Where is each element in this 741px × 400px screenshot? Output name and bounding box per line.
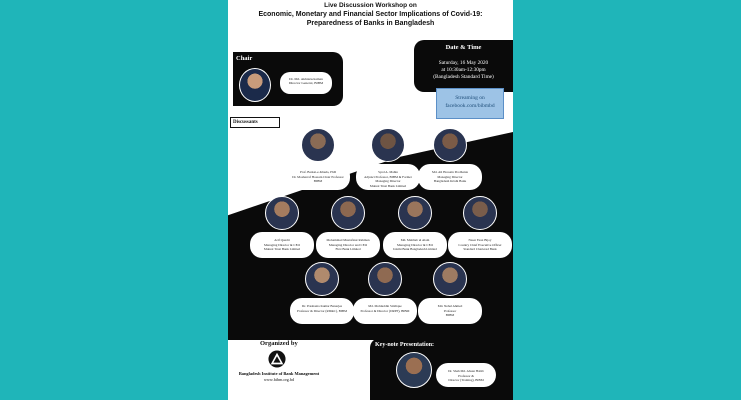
- discussant-name: Md. Mohiuddin Siddique: [368, 304, 402, 308]
- discussant-name: Syed A. Mahin: [378, 170, 398, 174]
- discussant-org: First Bank Limited: [335, 247, 361, 251]
- discussant-card: [316, 232, 380, 258]
- event-time: at 10:30am-12:30pm: [441, 67, 486, 73]
- discussant-role: Country Chief Executive Officer: [458, 242, 502, 247]
- bibm-logo-icon: [268, 350, 286, 368]
- discussant-photo: [371, 128, 405, 162]
- keynote-label: Key-note Presentation:: [375, 342, 435, 348]
- discussant-photo: [368, 262, 402, 296]
- chair-card: [280, 72, 332, 94]
- discussant-role: Managing Director and CEO: [328, 242, 368, 247]
- discussant-role: Professor & Director (DRPP), BIBM: [360, 308, 410, 313]
- discussant-org: Standard Chartered Bank: [463, 247, 497, 251]
- discussant-role: Managing Director: [437, 174, 463, 179]
- discussant-role: Professor: [443, 308, 457, 313]
- discussant-card: [290, 298, 354, 324]
- discussant-role: Adjunct Professor, BIBM & Former Managing Director: [364, 174, 412, 183]
- discussant-card: [356, 164, 420, 190]
- discussant-name: Md. Nehal Ahmed: [437, 304, 463, 308]
- chair-label: Chair: [236, 55, 253, 62]
- discussant-card: [383, 232, 447, 258]
- discussant-card: [353, 298, 417, 324]
- discussant-name: Dr. Prashanta Kumar Banerjee: [301, 304, 343, 308]
- organizer-label: Organized by: [260, 340, 298, 347]
- keynote-role2: Director (Training), BIBM: [448, 378, 484, 382]
- discussant-name: Md. Ali Hossain Prodhania: [432, 170, 468, 174]
- discussant-card: [448, 232, 512, 258]
- discussant-photo: [331, 196, 365, 230]
- discussant-name: Naser Ezaz Bijoy: [468, 238, 492, 242]
- discussant-name: Mohammad Mustafizur Rahman: [326, 238, 370, 242]
- discussant-card: [250, 232, 314, 258]
- discussant-name: Md. Mahbub ul Alam: [400, 238, 430, 242]
- discussant-photo: [433, 128, 467, 162]
- streaming-label: Streaming on: [455, 95, 485, 101]
- chair-role: Director General, BIBM: [288, 81, 324, 85]
- discussant-name: Arif Quadri: [274, 238, 290, 242]
- chair-photo: [239, 68, 271, 102]
- poster-kicker: Live Discussion Workshop on: [324, 2, 417, 9]
- discussant-photo: [463, 196, 497, 230]
- discussant-org: Bangladesh Krishi Bank: [433, 179, 467, 183]
- discussant-role: Professor & Director (RD&C), BIBM: [296, 308, 348, 313]
- discussant-photo: [305, 262, 339, 296]
- streaming-url: facebook.com/bibmbd: [445, 103, 495, 109]
- streaming-link[interactable]: [436, 88, 504, 119]
- datetime-text: [414, 60, 513, 81]
- discussant-photo: [398, 196, 432, 230]
- discussant-card: [418, 298, 482, 324]
- chair-name: Dr. Md. Akhtaruzzaman: [289, 77, 323, 81]
- discussant-org: BIBM: [313, 179, 323, 183]
- discussant-photo: [433, 262, 467, 296]
- organizer-name: Bangladesh Institute of Bank Management: [238, 371, 320, 376]
- keynote-name: Dr. Shah Md. Ahsan Habib: [448, 369, 484, 373]
- discussant-photo: [265, 196, 299, 230]
- keynote-card: [436, 363, 496, 387]
- organizer-url[interactable]: www.bibm.org.bd: [263, 377, 295, 382]
- discussant-org: Mutual Trust Bank Limited: [369, 183, 407, 188]
- discussant-org: BIBM: [445, 313, 455, 317]
- event-timezone: (Bangladesh Standard Time): [433, 74, 494, 80]
- keynote-role: Professor &: [458, 373, 474, 378]
- poster-title-line2: Preparedness of Banks in Bangladesh: [306, 20, 435, 27]
- discussant-role: Managing Director & CEO: [264, 242, 300, 247]
- discussant-role: Managing Director & CEO: [397, 242, 433, 247]
- discussant-card: [286, 164, 350, 190]
- poster-title-line1: Economic, Monetary and Financial Sector Implications of Covid-19:: [258, 11, 483, 18]
- event-date: Saturday, 16 May 2020: [438, 60, 489, 66]
- discussant-org: Islami Bank Bangladesh Limited: [393, 247, 437, 251]
- discussant-card: [418, 164, 482, 190]
- event-poster: [228, 0, 513, 400]
- datetime-label: Date & Time: [445, 44, 482, 51]
- discussant-org: Mutual Trust Bank Limited: [263, 247, 301, 251]
- keynote-photo: [396, 352, 432, 388]
- discussants-label: Discussants: [230, 117, 280, 128]
- discussant-photo: [301, 128, 335, 162]
- discussant-role: Dr. Mosharraf Hossain Chair Professor: [292, 174, 344, 179]
- discussant-name: Prof. Barkat-e-Khuda, PhD: [299, 170, 337, 174]
